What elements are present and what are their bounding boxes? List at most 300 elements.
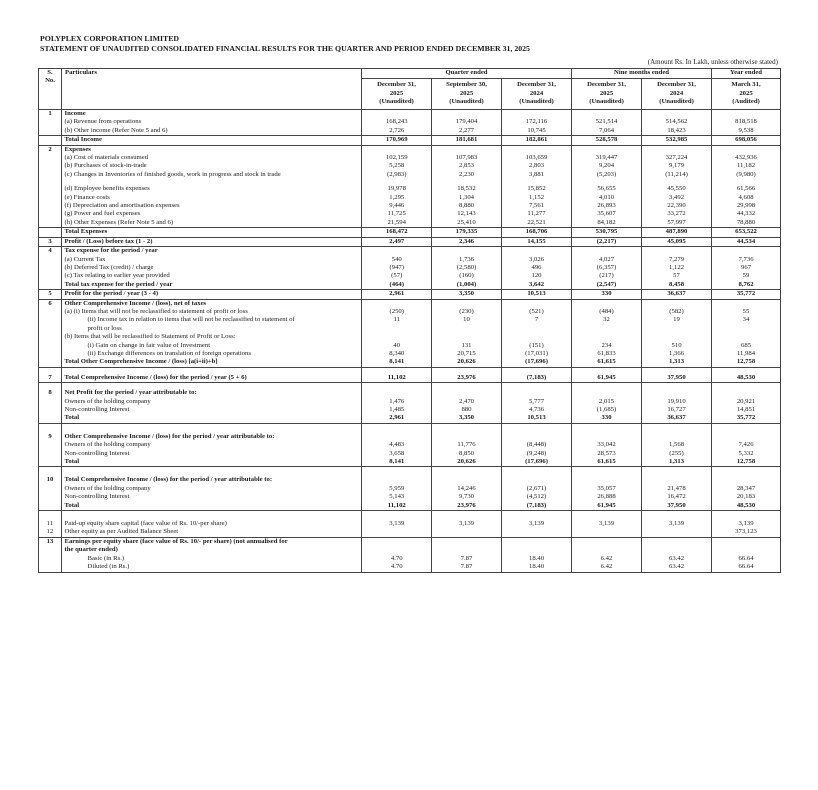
row-value: 540: [391, 255, 402, 263]
row-value: [712, 145, 781, 154]
column-header-line: December 31,: [587, 81, 626, 89]
table-row: [39, 350, 781, 358]
row-value: 107,983: [455, 154, 478, 162]
row-value: [642, 110, 712, 119]
row-serial: [39, 555, 62, 563]
row-value: 61,615: [597, 458, 616, 466]
row-particular: Total Comprehensive Income / (loss) for the period / year attributable to:: [62, 476, 362, 484]
row-value: 2,277: [458, 126, 475, 134]
row-particular: (c) Tax relating to earlier year provided: [62, 272, 362, 280]
row-value: [502, 467, 572, 477]
table-bottom-border: [38, 572, 780, 573]
row-serial: [39, 202, 62, 210]
row-value: [572, 247, 642, 256]
column-header-line: (Unaudited): [589, 98, 624, 106]
row-serial: [39, 256, 62, 264]
row-value: [362, 433, 432, 441]
row-value: (17,696): [525, 458, 548, 466]
row-value: 12,758: [736, 458, 756, 466]
table-row: [39, 154, 781, 162]
row-serial: [39, 358, 62, 367]
column-header-line: 2025: [459, 89, 474, 97]
row-value: 1,295: [389, 193, 405, 201]
row-serial: 11: [46, 520, 54, 528]
row-value: 3,139: [738, 520, 754, 528]
row-value: 168,472: [362, 228, 432, 237]
row-value: 22,521: [527, 218, 546, 226]
row-value: 9,179: [668, 162, 685, 170]
row-serial: 10: [46, 476, 54, 484]
row-value: 14,851: [736, 406, 756, 413]
row-value: 23,976: [457, 501, 476, 509]
row-value: 28,347: [736, 484, 756, 492]
row-particular: [62, 423, 362, 433]
row-value: (9,980): [736, 170, 756, 178]
table-row: [39, 467, 781, 477]
column-header-5: [642, 79, 712, 110]
row-value: [362, 476, 432, 484]
row-value: 28,573: [597, 449, 616, 457]
row-value: 16,472: [667, 493, 686, 501]
row-value: [712, 476, 781, 484]
row-value: 528,578: [572, 136, 642, 145]
row-serial: [39, 154, 62, 162]
table-row: [39, 333, 781, 341]
row-value: 2,961: [362, 290, 432, 299]
row-particular: Paid-up equity share capital (face value of Rs. 10/-per share): [62, 520, 362, 528]
row-serial: [39, 325, 62, 333]
row-value: [572, 528, 642, 537]
row-value: 37,950: [667, 373, 686, 381]
table-row: [39, 520, 781, 528]
row-value: [502, 247, 572, 256]
table-row: [39, 281, 781, 290]
row-value: 19: [673, 316, 680, 324]
row-value: 11,102: [387, 373, 406, 381]
row-value: [432, 476, 502, 484]
table-row: [39, 127, 781, 136]
quarter-ended-header: Quarter ended: [362, 69, 572, 79]
row-value: [362, 325, 432, 333]
row-value: 9,538: [738, 126, 754, 134]
row-value: 8,458: [668, 280, 685, 288]
row-serial: [39, 264, 62, 272]
row-value: 5,959: [389, 484, 405, 492]
table-row: [39, 171, 781, 179]
row-value: 35,057: [597, 484, 616, 492]
row-value: 8,340: [389, 349, 405, 357]
row-value: (1,685): [596, 406, 617, 413]
row-particular: Owners of the holding company: [62, 398, 362, 406]
row-value: 10,513: [527, 414, 546, 422]
row-value: 45,550: [667, 185, 686, 193]
table-row: [39, 272, 781, 280]
row-value: 12,143: [457, 210, 476, 218]
row-value: 36,637: [642, 290, 712, 299]
row-serial: [39, 281, 62, 290]
row-value: 4,483: [389, 441, 405, 449]
table-row: [39, 563, 781, 571]
row-serial: [39, 194, 62, 202]
row-value: [572, 537, 642, 546]
row-particular: Other equity as per Audited Balance Sheet: [62, 528, 362, 537]
table-row: [39, 342, 781, 350]
row-value: 2,346: [432, 237, 502, 246]
table-row: [39, 450, 781, 458]
row-particular: Basic (in Rs.): [62, 555, 362, 563]
row-value: 48,530: [736, 373, 756, 381]
row-particular: Net Profit for the period / year attributable to:: [62, 389, 362, 397]
row-value: [432, 537, 502, 546]
table-row: [39, 458, 781, 467]
row-value: (5,203): [596, 170, 617, 178]
row-serial: [39, 333, 62, 341]
row-value: 7,426: [738, 441, 754, 449]
row-value: [642, 145, 712, 154]
column-header-line: December 31,: [377, 81, 416, 89]
row-value: 131: [461, 341, 472, 349]
row-value: [432, 511, 502, 521]
row-value: [572, 110, 642, 119]
row-serial: [39, 342, 62, 350]
row-value: [432, 433, 502, 441]
row-value: (160): [459, 272, 474, 280]
row-particular: Total Expenses: [62, 228, 362, 237]
row-value: 4,010: [598, 193, 615, 201]
row-particular: (a) (i) Items that will not be reclassified to statement of profit or loss: [62, 308, 362, 316]
row-value: 373,123: [735, 528, 757, 536]
row-value: [712, 546, 781, 554]
row-serial: [39, 406, 62, 414]
row-value: [362, 511, 432, 521]
row-value: (947): [389, 263, 404, 271]
row-value: (230): [459, 307, 474, 315]
row-serial: [39, 219, 62, 228]
row-value: 1,476: [389, 397, 405, 405]
row-value: 35,607: [597, 210, 616, 218]
year-ended-header: Year ended: [712, 69, 781, 79]
table-row: [39, 406, 781, 414]
row-value: 26,893: [597, 202, 616, 210]
row-serial: [39, 118, 62, 126]
row-value: [642, 433, 712, 441]
row-value: 4,736: [528, 406, 545, 413]
row-value: 8,141: [389, 358, 405, 366]
row-value: (217): [599, 272, 614, 280]
column-header-line: 2025: [389, 89, 404, 97]
table-row: [39, 502, 781, 511]
row-value: 3,881: [528, 170, 545, 178]
row-value: 514,562: [665, 118, 688, 126]
row-particular: (g) Power and fuel expenses: [62, 210, 362, 218]
row-value: 56,655: [597, 185, 616, 193]
row-value: 3,139: [458, 520, 475, 528]
row-value: [502, 389, 572, 397]
row-value: [572, 299, 642, 308]
row-value: 496: [531, 263, 542, 271]
column-divider: [431, 110, 432, 573]
row-value: [432, 145, 502, 154]
row-value: 3,026: [528, 255, 545, 263]
row-particular: (h) Other Expenses (Refer Note 5 and 6): [62, 219, 362, 228]
column-header-line: (Unaudited): [449, 98, 484, 106]
row-particular: Total tax expense for the period / year: [62, 281, 362, 290]
row-value: 45,095: [642, 237, 712, 246]
row-value: 20,183: [736, 493, 756, 501]
row-value: (17,696): [525, 358, 548, 366]
row-value: 5,258: [389, 162, 405, 170]
table-row: [39, 358, 781, 367]
row-value: 7,064: [598, 126, 615, 134]
row-particular: (a) Current Tax: [62, 256, 362, 264]
row-value: 22,390: [667, 202, 686, 210]
row-value: [642, 389, 712, 397]
row-value: [572, 389, 642, 397]
row-value: 18,532: [457, 185, 476, 193]
row-value: [572, 145, 642, 154]
row-value: [502, 145, 572, 154]
row-value: 1,122: [668, 263, 685, 271]
row-value: [362, 467, 432, 477]
row-value: 168,706: [502, 228, 572, 237]
table-row: [39, 210, 781, 218]
row-value: 9,446: [389, 202, 405, 210]
row-value: 11,102: [387, 501, 406, 509]
row-particular: Total: [62, 414, 362, 423]
row-particular: (e) Finance costs: [62, 194, 362, 202]
row-value: [432, 423, 502, 433]
table-row: [39, 546, 781, 554]
row-value: 1,366: [668, 349, 685, 357]
row-value: [712, 537, 781, 546]
sno-header: S. No.: [39, 69, 62, 110]
row-particular: Total Other Comprehensive Income / (loss) [a(i+ii)+b]: [62, 358, 362, 367]
row-particular: Earnings per equity share (face value of Rs. 10/- per share) (not annualised for: [62, 537, 362, 546]
row-value: 66.64: [738, 563, 754, 571]
column-header-line: 2025: [739, 89, 753, 97]
row-value: 179,335: [432, 228, 502, 237]
row-value: 57: [673, 272, 680, 280]
row-value: 120: [531, 272, 542, 280]
row-value: [432, 325, 502, 333]
row-value: 234: [601, 341, 612, 349]
row-value: 1,485: [389, 406, 405, 413]
table-row: [39, 537, 781, 546]
row-particular: (i) Gain on change in fair value of Investment: [62, 342, 362, 350]
row-particular: Income: [62, 110, 362, 119]
row-value: 3,658: [389, 449, 405, 457]
row-value: [502, 511, 572, 521]
row-serial: 1: [39, 110, 62, 119]
particulars-header: Particulars: [62, 69, 362, 110]
row-value: [362, 537, 432, 546]
row-value: (9,248): [526, 449, 547, 457]
row-value: 2,726: [389, 126, 405, 134]
row-value: 15,852: [527, 185, 546, 193]
company-name: POLYPLEX CORPORATION LIMITED: [40, 34, 180, 43]
row-value: [572, 476, 642, 484]
row-serial: [39, 228, 62, 237]
row-serial: 13: [39, 537, 62, 546]
table-row: [39, 308, 781, 316]
row-value: [502, 110, 572, 119]
row-value: 510: [671, 341, 682, 349]
row-serial: [39, 423, 62, 433]
row-value: 55: [742, 307, 750, 315]
row-value: 5,777: [528, 397, 545, 405]
row-value: [362, 423, 432, 433]
row-particular: Non-controlling Interest: [62, 493, 362, 501]
row-particular: Owners of the holding company: [62, 441, 362, 449]
row-value: 8,762: [738, 280, 754, 288]
table-row: [39, 374, 781, 383]
column-header-1: [362, 79, 432, 110]
row-particular: Owners of the holding company: [62, 485, 362, 493]
row-value: 1,313: [668, 458, 685, 466]
row-value: [572, 546, 642, 554]
row-value: 10,745: [527, 126, 546, 134]
row-value: [432, 528, 502, 537]
row-serial: 8: [48, 389, 52, 397]
row-serial: 2: [48, 145, 52, 153]
row-particular: [62, 467, 362, 477]
table-row: [39, 325, 781, 333]
row-value: 2,853: [458, 162, 475, 170]
column-divider: [38, 110, 39, 573]
row-value: [712, 433, 781, 441]
row-value: 181,681: [432, 136, 502, 145]
row-particular: Tax expense for the period / year: [62, 247, 362, 256]
row-value: 4.70: [390, 554, 403, 562]
row-value: 327,224: [665, 154, 688, 162]
row-value: 66.64: [738, 554, 754, 562]
row-value: 63.42: [668, 554, 685, 562]
row-value: [712, 325, 781, 333]
row-value: (6,357): [596, 263, 617, 271]
table-row: [39, 110, 781, 119]
row-particular: Total Comprehensive Income / (loss) for the period / year (5 + 6): [62, 374, 362, 383]
row-value: 40: [393, 341, 401, 349]
row-value: [712, 110, 781, 119]
row-value: 57,997: [667, 218, 686, 226]
row-value: 11,182: [736, 162, 756, 170]
row-particular: Other Comprehensive Income / (loss), net of taxes: [62, 299, 362, 308]
row-value: 21,478: [667, 484, 686, 492]
column-header-line: March 31,: [731, 81, 761, 89]
row-value: 8,850: [458, 449, 475, 457]
row-value: 18.40: [528, 563, 545, 571]
row-value: 3,139: [668, 520, 685, 528]
row-value: (2,671): [526, 484, 547, 492]
row-value: 179,404: [455, 118, 478, 126]
row-value: [432, 389, 502, 397]
row-serial: 4: [39, 247, 62, 256]
row-value: 35,772: [736, 414, 756, 422]
column-header-line: December 31,: [517, 81, 556, 89]
table-row: [39, 511, 781, 521]
row-value: [642, 423, 712, 433]
row-value: (2,547): [596, 280, 617, 288]
row-value: 330: [601, 414, 612, 422]
row-serial: [39, 185, 62, 193]
row-value: [502, 325, 572, 333]
table-row: [39, 264, 781, 272]
row-value: 63.42: [668, 563, 685, 571]
row-value: 32: [603, 316, 610, 324]
row-value: 48,530: [736, 501, 756, 509]
row-value: 432,936: [735, 154, 757, 162]
row-value: (2,217): [572, 237, 642, 246]
table-row: [39, 555, 781, 563]
row-value: 168,243: [385, 118, 408, 126]
row-value: 487,890: [642, 228, 712, 237]
row-value: 3,642: [528, 280, 545, 288]
row-value: 4,608: [738, 193, 754, 201]
row-value: 685: [741, 341, 752, 349]
row-serial: [39, 398, 62, 406]
column-header-line: (Audited): [732, 98, 760, 106]
row-serial: [39, 511, 62, 521]
row-value: 9,730: [458, 493, 475, 501]
table-row: [39, 256, 781, 264]
row-value: 698,056: [712, 136, 781, 145]
row-value: [432, 333, 502, 341]
row-value: 2,961: [389, 414, 405, 422]
table-row: [39, 237, 781, 246]
row-particular: [62, 511, 362, 521]
row-particular: (f) Depreciation and amortisation expenses: [62, 202, 362, 210]
row-value: 10,513: [502, 290, 572, 299]
row-particular: Non-controlling Interest: [62, 406, 362, 414]
row-value: 61,945: [597, 373, 616, 381]
row-value: 26,888: [597, 493, 616, 501]
row-value: 1,736: [458, 255, 475, 263]
row-value: [642, 476, 712, 484]
row-value: [362, 389, 432, 397]
row-value: [432, 299, 502, 308]
table-row: [39, 290, 781, 299]
row-value: 21,594: [387, 218, 406, 226]
row-value: 170,969: [362, 136, 432, 145]
row-value: 5,143: [389, 493, 405, 501]
row-particular: Total: [62, 502, 362, 511]
row-value: 102,159: [385, 154, 408, 162]
column-header-3: [502, 79, 572, 110]
row-value: [502, 433, 572, 441]
row-value: 14,246: [457, 484, 476, 492]
row-particular: Total: [62, 458, 362, 467]
row-serial: [39, 127, 62, 136]
row-value: 37,950: [667, 501, 686, 509]
row-value: 19,910: [667, 397, 686, 405]
row-value: [502, 423, 572, 433]
row-value: 521,514: [595, 118, 618, 126]
row-value: 967: [741, 263, 752, 271]
row-value: [502, 299, 572, 308]
row-serial: [39, 467, 62, 477]
row-value: 11: [393, 316, 400, 324]
table-row: [39, 414, 781, 423]
row-value: 3,350: [432, 290, 502, 299]
row-value: 20,715: [457, 349, 476, 357]
row-serial: [39, 458, 62, 467]
row-value: 1,568: [668, 441, 685, 449]
row-value: [712, 247, 781, 256]
row-value: 3,350: [458, 414, 475, 422]
row-value: 11,984: [736, 349, 756, 357]
row-value: [572, 433, 642, 441]
table-row: [39, 528, 781, 537]
